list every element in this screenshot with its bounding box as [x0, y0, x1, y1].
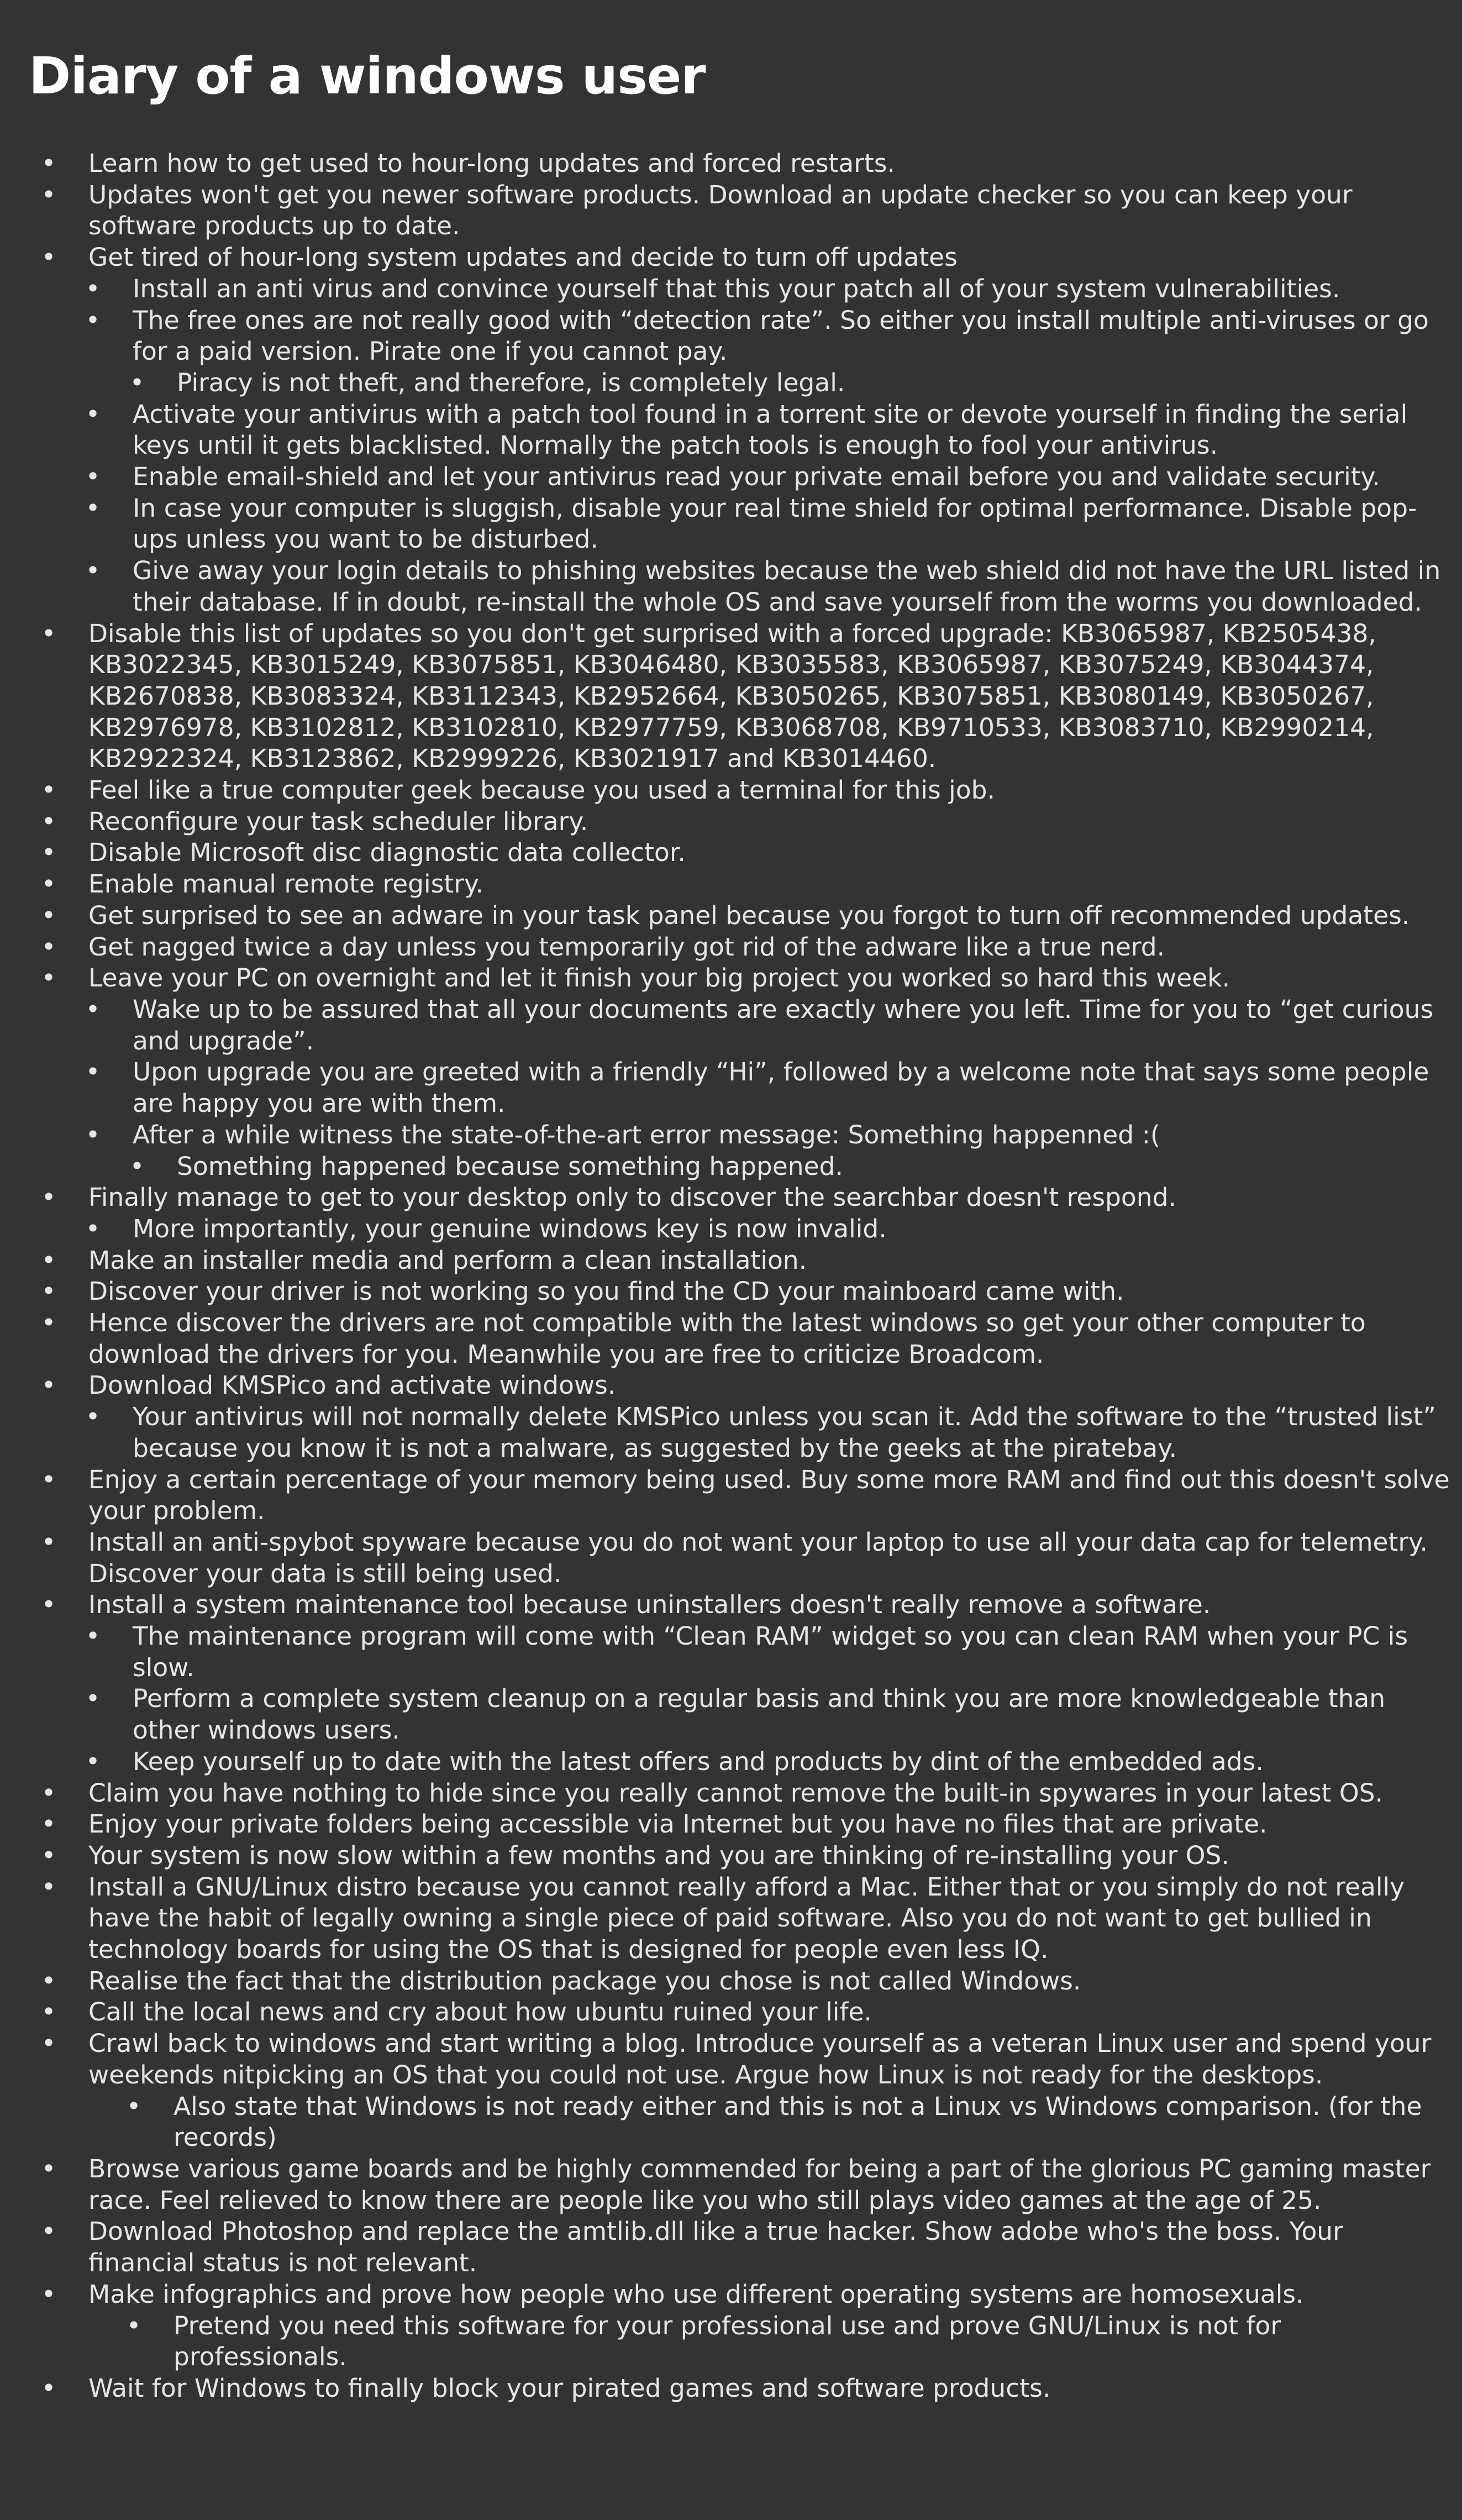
bullet-icon: • [126, 2311, 141, 2340]
list-item [29, 1683, 1454, 1746]
list-item [29, 1621, 1454, 1683]
list-item [29, 2216, 1454, 2278]
list-item-text: Keep yourself up to date with the latest offers and products by dint of the embedded ads. [133, 1746, 1264, 1776]
list-item-text: Finally manage to get to your desktop only to discover the searchbar doesn't respond. [88, 1183, 1176, 1212]
list-item [29, 2028, 1454, 2091]
bullet-icon: • [85, 493, 101, 523]
bullet-icon: • [41, 1277, 56, 1306]
list-item [29, 2311, 1454, 2373]
bullet-icon: • [85, 462, 101, 492]
list-item-text: Install an anti-spybot spyware because you do not want your laptop to use all your data cap for telemetry. Discover your data is still being used. [88, 1527, 1428, 1588]
bullet-icon: • [85, 1057, 101, 1087]
bullet-icon: • [41, 2279, 56, 2309]
bullet-icon: • [41, 2154, 56, 2183]
list-item [29, 2373, 1454, 2405]
list-item [29, 1997, 1454, 2028]
list-item-text: Hence discover the drivers are not compatible with the latest windows so get your other computer to download the drivers for you. Meanwhile you are free to criticize Broadcom. [88, 1308, 1366, 1369]
list-item-text: Upon upgrade you are greeted with a friendly “Hi”, followed by a welcome note that says some people are happy you are with them. [133, 1057, 1429, 1119]
list-item-text: Perform a complete system cleanup on a regular basis and think you are more knowledgeable than other windows users. [133, 1684, 1386, 1745]
list-item-text: Your system is now slow within a few months and you are thinking of re-installing your OS. [88, 1840, 1229, 1870]
list-item-text: The maintenance program will come with “Clean RAM” widget so you can clean RAM when your PC is slow. [133, 1621, 1408, 1682]
bullet-icon: • [41, 1308, 56, 1338]
list-item [29, 1746, 1454, 1778]
bullet-icon: • [85, 994, 101, 1024]
bullet-icon: • [41, 806, 56, 836]
list-item [29, 1778, 1454, 1809]
list-item [29, 806, 1454, 838]
list-item-text: Download Photoshop and replace the amtlib.dll like a true hacker. Show adobe who's the boss. Your financial status is not relevant. [88, 2217, 1343, 2278]
list-item-text: Realise the fact that the distribution package you chose is not called Windows. [88, 1966, 1081, 1996]
bullet-icon: • [129, 368, 145, 397]
list-item-text: Crawl back to windows and start writing a blog. Introduce yourself as a veteran Linux user and spend your weekends nitpicking an OS that you could not use. Argue how Linux is not ready for the desktops. [88, 2029, 1432, 2090]
bullet-icon: • [85, 556, 101, 586]
list-item-text: Disable this list of updates so you don't get surprised with a forced upgrade: KB3065987, KB2505438, KB3022345, KB3015249, KB3075851, KB3046480, KB3035583, KB3065987, KB3075249, KB3044374, KB2670838, KB3083324, KB3112343, KB2952664, KB3050265, KB3075851, KB3080149, KB3050267, KB2976978, KB3102812, KB3102810, KB2977759, KB3068708, KB9710533, KB3083710, KB2990214, KB2922324, KB3123862, KB2999226, KB3021917 and KB3014460. [88, 618, 1376, 774]
bullet-icon: • [41, 869, 56, 899]
bullet-icon: • [41, 1966, 56, 1996]
bullet-icon: • [85, 1120, 101, 1149]
bullet-icon: • [41, 1840, 56, 1870]
list-item-text: Enjoy a certain percentage of your memory being used. Buy some more RAM and find out this doesn't solve your problem. [88, 1464, 1450, 1526]
list-item-text: Enjoy your private folders being accessible via Internet but you have no files that are private. [88, 1809, 1268, 1839]
list-item [29, 1276, 1454, 1308]
bullet-icon: • [85, 1402, 101, 1432]
list-item-text: Claim you have nothing to hide since you really cannot remove the built-in spywares in your latest OS. [88, 1778, 1384, 1808]
list-item-text: Piracy is not theft, and therefore, is completely legal. [177, 368, 845, 397]
list-item-text: Download KMSPico and activate windows. [88, 1371, 616, 1400]
list-item-text: Enable manual remote registry. [88, 869, 483, 899]
list-item [29, 1872, 1454, 1966]
list-item [29, 994, 1454, 1057]
bullet-icon: • [129, 1151, 145, 1181]
list-item [29, 932, 1454, 963]
list-item [29, 963, 1454, 994]
list-item-text: Leave your PC on overnight and let it finish your big project you worked so hard this week. [88, 963, 1230, 993]
bullet-icon: • [41, 838, 56, 868]
list-item-text: The free ones are not really good with “detection rate”. So either you install multiple anti-viruses or go for a paid version. Pirate one if you cannot pay. [133, 305, 1429, 366]
list-item [29, 1966, 1454, 1997]
list-item [29, 242, 1454, 274]
list-item-text: Get tired of hour-long system updates and decide to turn off updates [88, 243, 958, 272]
bullet-icon: • [41, 1183, 56, 1212]
list-item-text: Activate your antivirus with a patch tool found in a torrent site or devote yourself in finding the serial keys until it gets blacklisted. Normally the patch tools is enough to fool your antivirus. [133, 399, 1408, 460]
list-item [29, 1308, 1454, 1370]
list-item [29, 2279, 1454, 2311]
bullet-icon: • [41, 932, 56, 962]
list-item [29, 1589, 1454, 1621]
list-item [29, 180, 1454, 242]
list-item [29, 1214, 1454, 1245]
list-item [29, 1464, 1454, 1527]
list-item [29, 1245, 1454, 1277]
list-item [29, 775, 1454, 806]
list-item-text: More importantly, your genuine windows key is now invalid. [133, 1214, 887, 1243]
list-item [29, 274, 1454, 305]
bullet-icon: • [41, 1590, 56, 1620]
list-item-text: Enable email-shield and let your antivirus read your private email before you and validate security. [133, 462, 1380, 492]
list-item [29, 1182, 1454, 1214]
list-item [29, 837, 1454, 869]
diary-list [29, 148, 1454, 2405]
list-item-text: Call the local news and cry about how ubuntu ruined your life. [88, 1997, 872, 2027]
bullet-icon: • [41, 2373, 56, 2403]
bullet-icon: • [41, 1997, 56, 2027]
list-item [29, 305, 1454, 368]
list-item-text: After a while witness the state-of-the-art error message: Something happenned :( [133, 1120, 1160, 1149]
bullet-icon: • [41, 775, 56, 805]
list-item [29, 1401, 1454, 1464]
list-item-text: Install a system maintenance tool because uninstallers doesn't really remove a software. [88, 1590, 1211, 1620]
list-item [29, 618, 1454, 775]
list-item [29, 555, 1454, 618]
list-item [29, 493, 1454, 555]
list-item-text: Also state that Windows is not ready either and this is not a Linux vs Windows comparison. (for the records) [173, 2091, 1422, 2152]
list-item [29, 1057, 1454, 1119]
bullet-icon: • [41, 2217, 56, 2246]
list-item [29, 1527, 1454, 1589]
page-title: Diary of a windows user [29, 46, 706, 106]
list-item [29, 869, 1454, 900]
list-item-text: Wake up to be assured that all your documents are exactly where you left. Time for you to “get curious and upgrade”. [133, 994, 1434, 1056]
list-item-text: Pretend you need this software for your professional use and prove GNU/Linux is not for professionals. [173, 2311, 1281, 2372]
bullet-icon: • [41, 243, 56, 272]
bullet-icon: • [41, 963, 56, 993]
list-item-text: Feel like a true computer geek because you used a terminal for this job. [88, 775, 995, 805]
list-item [29, 1809, 1454, 1840]
list-item [29, 1120, 1454, 1151]
list-item [29, 1840, 1454, 1872]
list-item-text: Get nagged twice a day unless you temporarily got rid of the adware like a true nerd. [88, 932, 1165, 962]
bullet-icon: • [41, 1464, 56, 1494]
list-item-text: Give away your login details to phishing websites because the web shield did not have the URL listed in their database. If in doubt, re-install the whole OS and save yourself from the worms you downloaded. [133, 556, 1441, 617]
list-item [29, 368, 1454, 399]
list-item [29, 1151, 1454, 1183]
list-item-text: Updates won't get you newer software products. Download an update checker so you can keep your software products up to date. [88, 180, 1353, 241]
list-item-text: Make infographics and prove how people who use different operating systems are homosexuals. [88, 2279, 1304, 2309]
list-item [29, 148, 1454, 180]
list-item-text: Install an anti virus and convince yourself that this your patch all of your system vulnerabilities. [133, 274, 1340, 303]
bullet-icon: • [41, 618, 56, 648]
bullet-icon: • [85, 1684, 101, 1714]
list-item [29, 399, 1454, 461]
list-item-text: Make an installer media and perform a clean installation. [88, 1245, 807, 1275]
bullet-icon: • [41, 1245, 56, 1275]
list-item-text: Get surprised to see an adware in your task panel because you forgot to turn off recommended updates. [88, 900, 1410, 930]
list-item-text: Browse various game boards and be highly commended for being a part of the glorious PC gaming master race. Feel relieved to know there are people like you who still plays video games at the age of 25. [88, 2154, 1431, 2215]
bullet-icon: • [41, 900, 56, 930]
bullet-icon: • [85, 1746, 101, 1776]
list-item-text: Install a GNU/Linux distro because you cannot really afford a Mac. Either that or you simply do not really have the habit of legally owning a single piece of paid software. Also you do not want to get bullied in technology boards for using the OS that is designed for people even less IQ. [88, 1872, 1405, 1965]
bullet-icon: • [41, 1527, 56, 1557]
list-item-text: Disable Microsoft disc diagnostic data collector. [88, 838, 686, 868]
bullet-icon: • [41, 2029, 56, 2059]
list-item-text: Your antivirus will not normally delete KMSPico unless you scan it. Add the software to the “trusted list” because you know it is not a malware, as suggested by the geeks at the piratebay. [133, 1402, 1436, 1463]
bullet-icon: • [41, 1809, 56, 1839]
list-item-text: Learn how to get used to hour-long updates and forced restarts. [88, 149, 896, 178]
bullet-icon: • [41, 1778, 56, 1808]
list-item [29, 2154, 1454, 2216]
list-item [29, 461, 1454, 493]
list-item [29, 2091, 1454, 2154]
bullet-icon: • [85, 305, 101, 335]
list-item-text: Reconfigure your task scheduler library. [88, 806, 588, 836]
list-item-text: Something happened because something happened. [177, 1151, 843, 1181]
list-item [29, 1370, 1454, 1401]
list-item [29, 900, 1454, 932]
bullet-icon: • [85, 274, 101, 303]
bullet-icon: • [41, 180, 56, 209]
bullet-icon: • [126, 2091, 141, 2121]
bullet-icon: • [41, 1872, 56, 1902]
bullet-icon: • [41, 149, 56, 178]
bullet-icon: • [85, 1621, 101, 1651]
bullet-icon: • [41, 1371, 56, 1400]
bullet-icon: • [85, 1214, 101, 1243]
list-item-text: Discover your driver is not working so you find the CD your mainboard came with. [88, 1277, 1124, 1306]
list-item-text: Wait for Windows to finally block your pirated games and software products. [88, 2373, 1051, 2403]
bullet-icon: • [85, 399, 101, 429]
list-item-text: In case your computer is sluggish, disable your real time shield for optimal performance. Disable pop-ups unless you want to be disturbed. [133, 493, 1417, 554]
